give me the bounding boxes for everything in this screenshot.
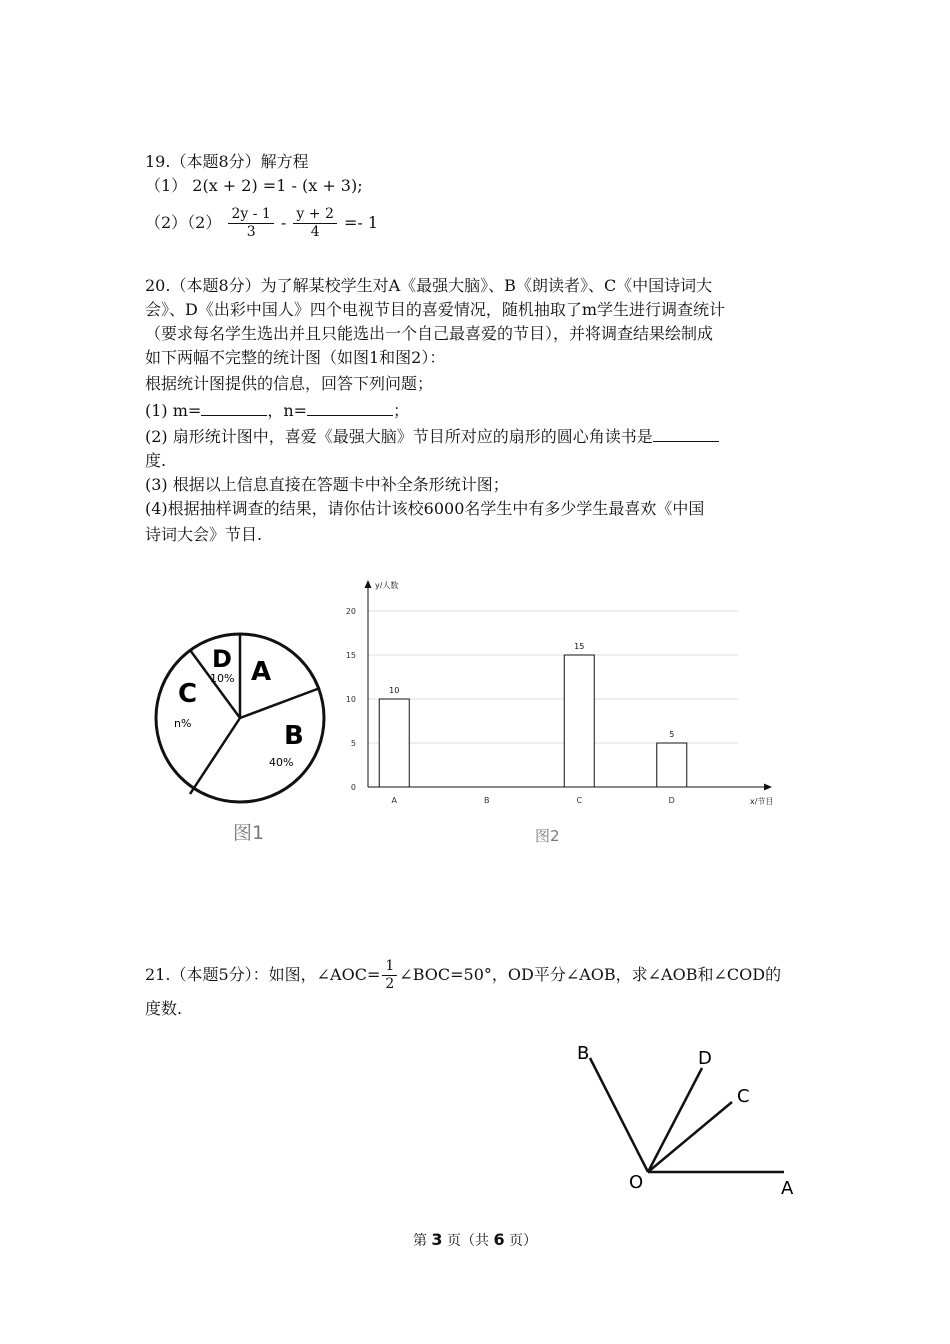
pie-label-a: A xyxy=(251,657,272,687)
q21-line-2: 度数. xyxy=(145,999,183,1018)
q21-frac-numerator: 1 xyxy=(382,958,397,976)
q19-eq2-prefix: （2）（2） xyxy=(145,213,222,232)
bar-C xyxy=(564,655,594,787)
q19-equation-2 xyxy=(145,203,378,243)
q19-minus: - xyxy=(280,213,287,232)
bar-D xyxy=(657,743,687,787)
q19-rhs: =- 1 xyxy=(343,213,379,232)
x-tick-label-D: D xyxy=(668,796,675,805)
q21-fraction xyxy=(382,958,397,993)
q21-prefix: 21.（本题5分）：如图，∠AOC= xyxy=(145,965,381,984)
q19-fraction-1 xyxy=(228,206,273,241)
q20-q1-label: (1) m= xyxy=(145,401,202,420)
q19-frac2-denominator: 4 xyxy=(310,224,320,240)
answer-blank-angle[interactable] xyxy=(653,425,719,442)
point-label-d: D xyxy=(698,1048,712,1069)
q21-line-1 xyxy=(145,955,781,995)
bar-caption: 图2 xyxy=(535,827,560,845)
point-label-o: O xyxy=(629,1172,644,1193)
y-tick-label-4: 20 xyxy=(345,607,356,616)
q20-q1-end: ； xyxy=(393,401,410,420)
pie-caption: 图1 xyxy=(233,822,265,844)
footer-pre: 第 xyxy=(412,1233,427,1249)
footer-page-number: 3 xyxy=(431,1230,443,1249)
q20-question-2 xyxy=(145,425,719,448)
x-axis-label: x/节目 xyxy=(750,797,774,806)
point-label-a: A xyxy=(781,1178,794,1199)
bar-value-label-A: 10 xyxy=(389,686,400,695)
answer-blank-m[interactable] xyxy=(201,399,267,416)
point-label-c: C xyxy=(737,1086,750,1107)
x-axis-arrow xyxy=(764,784,772,791)
pie-value-c: n% xyxy=(174,717,192,730)
y-tick-label-2: 10 xyxy=(345,695,356,704)
y-axis-label: y/人数 xyxy=(375,581,399,590)
x-tick-label-A: A xyxy=(391,796,397,805)
q20-line-5: 根据统计图提供的信息，回答下列问题； xyxy=(145,374,434,393)
pie-chart xyxy=(150,632,330,812)
q19-equation-1: （1） 2(x + 2) =1 - (x + 3); xyxy=(145,176,363,195)
q20-question-3: (3) 根据以上信息直接在答题卡中补全条形统计图； xyxy=(145,475,509,494)
q20-question-1 xyxy=(145,399,409,422)
angle-diagram xyxy=(560,1030,810,1210)
q20-line-1: 20.（本题8分）为了解某校学生对A《最强大脑》、B《朗读者》、C《中国诗词大 xyxy=(145,276,713,295)
pie-label-d: D xyxy=(212,645,232,673)
bar-chart xyxy=(340,578,780,818)
ray-od xyxy=(648,1068,702,1172)
pie-value-b: 40% xyxy=(269,756,294,769)
q20-line-2: 会》、D《出彩中国人》四个电视节目的喜爱情况，随机抽取了m学生进行调查统计 xyxy=(145,300,726,319)
y-tick-label-1: 5 xyxy=(350,739,356,748)
bar-A xyxy=(379,699,409,787)
y-tick-label-0: 0 xyxy=(350,783,356,792)
q19-frac1-denominator: 3 xyxy=(246,224,256,240)
pie-label-b: B xyxy=(284,721,304,751)
x-tick-label-C: C xyxy=(576,796,583,805)
pie-value-d: 10% xyxy=(210,672,235,685)
pie-label-c: C xyxy=(178,679,198,709)
footer-total-pages: 6 xyxy=(493,1230,505,1249)
q20-line-3: （要求每名学生选出并且只能选出一个自己最喜爱的节目），并将调查结果绘制成 xyxy=(145,324,714,343)
answer-blank-n[interactable] xyxy=(307,399,393,416)
x-tick-label-B: B xyxy=(484,796,490,805)
bar-value-label-C: 15 xyxy=(574,642,585,651)
q20-q2-end: 度. xyxy=(145,451,167,470)
point-label-b: B xyxy=(577,1043,590,1064)
q20-q2-text: (2) 扇形统计图中，喜爱《最强大脑》节目所对应的扇形的圆心角读书是 xyxy=(145,427,653,446)
q20-question-4-line-1: (4)根据抽样调查的结果，请你估计该校6000名学生中有多少学生最喜欢《中国 xyxy=(145,499,705,518)
footer-post: 页） xyxy=(509,1233,538,1249)
q19-fraction-2 xyxy=(293,206,336,241)
q20-question-4-line-2: 诗词大会》节目. xyxy=(145,525,263,544)
ray-ob xyxy=(590,1058,648,1172)
q21-frac-denominator: 2 xyxy=(385,976,395,992)
y-tick-label-3: 15 xyxy=(345,651,356,660)
bar-value-label-D: 5 xyxy=(669,730,675,739)
q19-header: 19.（本题8分）解方程 xyxy=(145,152,309,171)
q20-line-4: 如下两幅不完整的统计图（如图1和图2）： xyxy=(145,348,446,367)
q20-q1-mid: ，n= xyxy=(267,401,308,420)
q21-suffix: ∠BOC=50°，OD平分∠AOB，求∠AOB和∠COD的 xyxy=(399,965,782,984)
q19-frac1-numerator: 2y - 1 xyxy=(228,206,273,224)
footer-mid: 页（共 xyxy=(447,1233,489,1249)
ray-oc xyxy=(648,1102,732,1172)
q19-frac2-numerator: y + 2 xyxy=(293,206,336,224)
y-axis-arrow xyxy=(365,580,372,588)
page-footer xyxy=(0,1230,950,1250)
